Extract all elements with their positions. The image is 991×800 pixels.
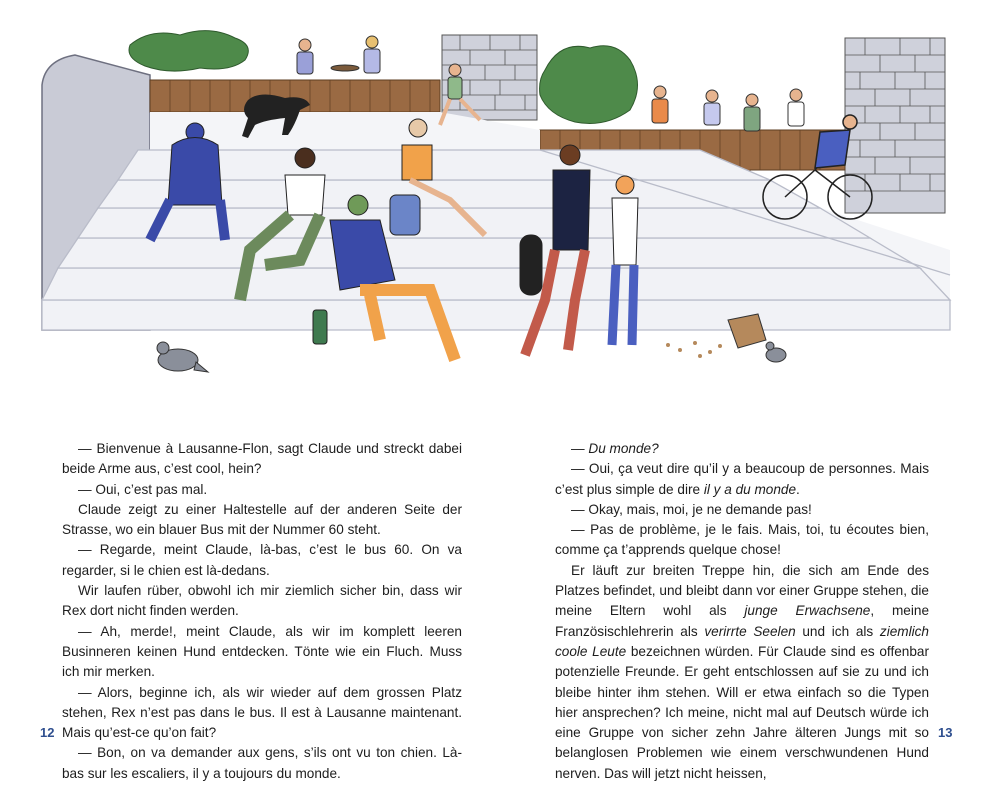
text-run: — Oui, c’est pas mal. — [78, 481, 208, 497]
text-run: — Bienvenue à Lausanne-Flon, sagt Claude und streckt dabei beide Arme aus, c’est cool, hein? — [62, 441, 462, 477]
text-run: — Oui, ça veut dire qu’il y a beaucoup de personnes. Mais c’est plus simple de dire — [555, 461, 929, 497]
text-run: bezeichnen würden. Für Claude sind es offenbar potenzielle Freunde. Er geht entschlossen auf sie zu und ich bleibe hinter ihm stehen. Will er etwa einfach so die Typen hier ansprechen? Ich meine, nicht mal auf Deutsch würde ich eine Gruppe von sicher zehn Jahre älteren Jungs mit so belanglosen Problemen wie einem verschwundenen Hund nerven. Das will jetzt nicht heissen, — [555, 643, 930, 781]
right-text-column — [555, 439, 929, 784]
paragraph — [555, 500, 929, 520]
paragraph — [62, 622, 462, 683]
pigeon-left — [157, 342, 208, 372]
emphasized-text: junge Erwachsene — [744, 603, 871, 619]
text-run: — Bon, on va demander aux gens, s’ils ont vu ton chien. Là-bas sur les escaliers, il y a toujours du monde. — [62, 745, 462, 781]
paragraph — [62, 480, 462, 500]
paragraph — [555, 561, 929, 784]
bush-right — [540, 46, 638, 124]
emphasized-text: verirrte Seelen — [704, 623, 796, 639]
text-run: . — [796, 481, 800, 497]
text-run: Claude zeigt zu einer Haltestelle auf der anderen Seite der Strasse, wo ein blauer Bus mit der Nummer 60 steht. — [62, 501, 462, 538]
text-run: — Regarde, meint Claude, là-bas, c’est le bus 60. On va regarder, si le chien est là-dedans. — [62, 542, 462, 578]
text-run: — Okay, mais, moi, je ne demande pas! — [571, 501, 812, 517]
emphasized-text: il y a du monde — [703, 481, 797, 497]
paragraph — [555, 459, 929, 500]
paragraph — [62, 439, 462, 480]
emphasized-text: Du monde? — [588, 441, 659, 456]
paragraph — [62, 683, 462, 744]
text-run: — — [571, 441, 589, 456]
left-text-column — [62, 439, 462, 784]
stone-wall-right — [845, 38, 945, 213]
text-run: und ich als — [795, 623, 880, 639]
bush-left — [129, 31, 248, 71]
paragraph — [555, 520, 929, 561]
pigeon-right — [766, 342, 786, 362]
text-run: — Ah, merde!, meint Claude, als wir im komplett leeren Businneren keinen Hund entdecken. Tönte wie ein Fluch. Muss ich mir merken. — [62, 623, 462, 680]
paragraph — [62, 581, 462, 622]
text-run: — Alors, beginne ich, als wir wieder auf dem grossen Platz stehen, Rex n’est pas dans le bus. Il est à Lausanne maintenant. Mais qu’est-ce qu’on fait? — [62, 684, 462, 741]
page-number-right: 13 — [938, 725, 953, 740]
emphasized-text: ziemlich coole Leute — [555, 623, 929, 659]
text-run: Er läuft zur breiten Treppe hin, die sich am Ende des Platzes befindet, und bleibt dann vor einer Gruppe stehen, die meine Eltern wohl als — [555, 562, 929, 619]
crumbs — [666, 341, 722, 358]
paragraph — [555, 439, 929, 459]
text-run: , meine Französischlehrerin als — [555, 603, 930, 639]
paragraph — [62, 500, 462, 541]
text-run: — Pas de problème, je le fais. Mais, toi, tu écoutes bien, comme ça t’apprends quelque chose! — [555, 522, 929, 558]
paragraph — [62, 743, 462, 784]
paragraph — [62, 540, 462, 581]
text-run: Wir laufen rüber, obwohl ich mir ziemlich sicher bin, dass wir Rex dort nicht finden werden. — [62, 583, 462, 619]
page-number-left: 12 — [40, 725, 55, 740]
